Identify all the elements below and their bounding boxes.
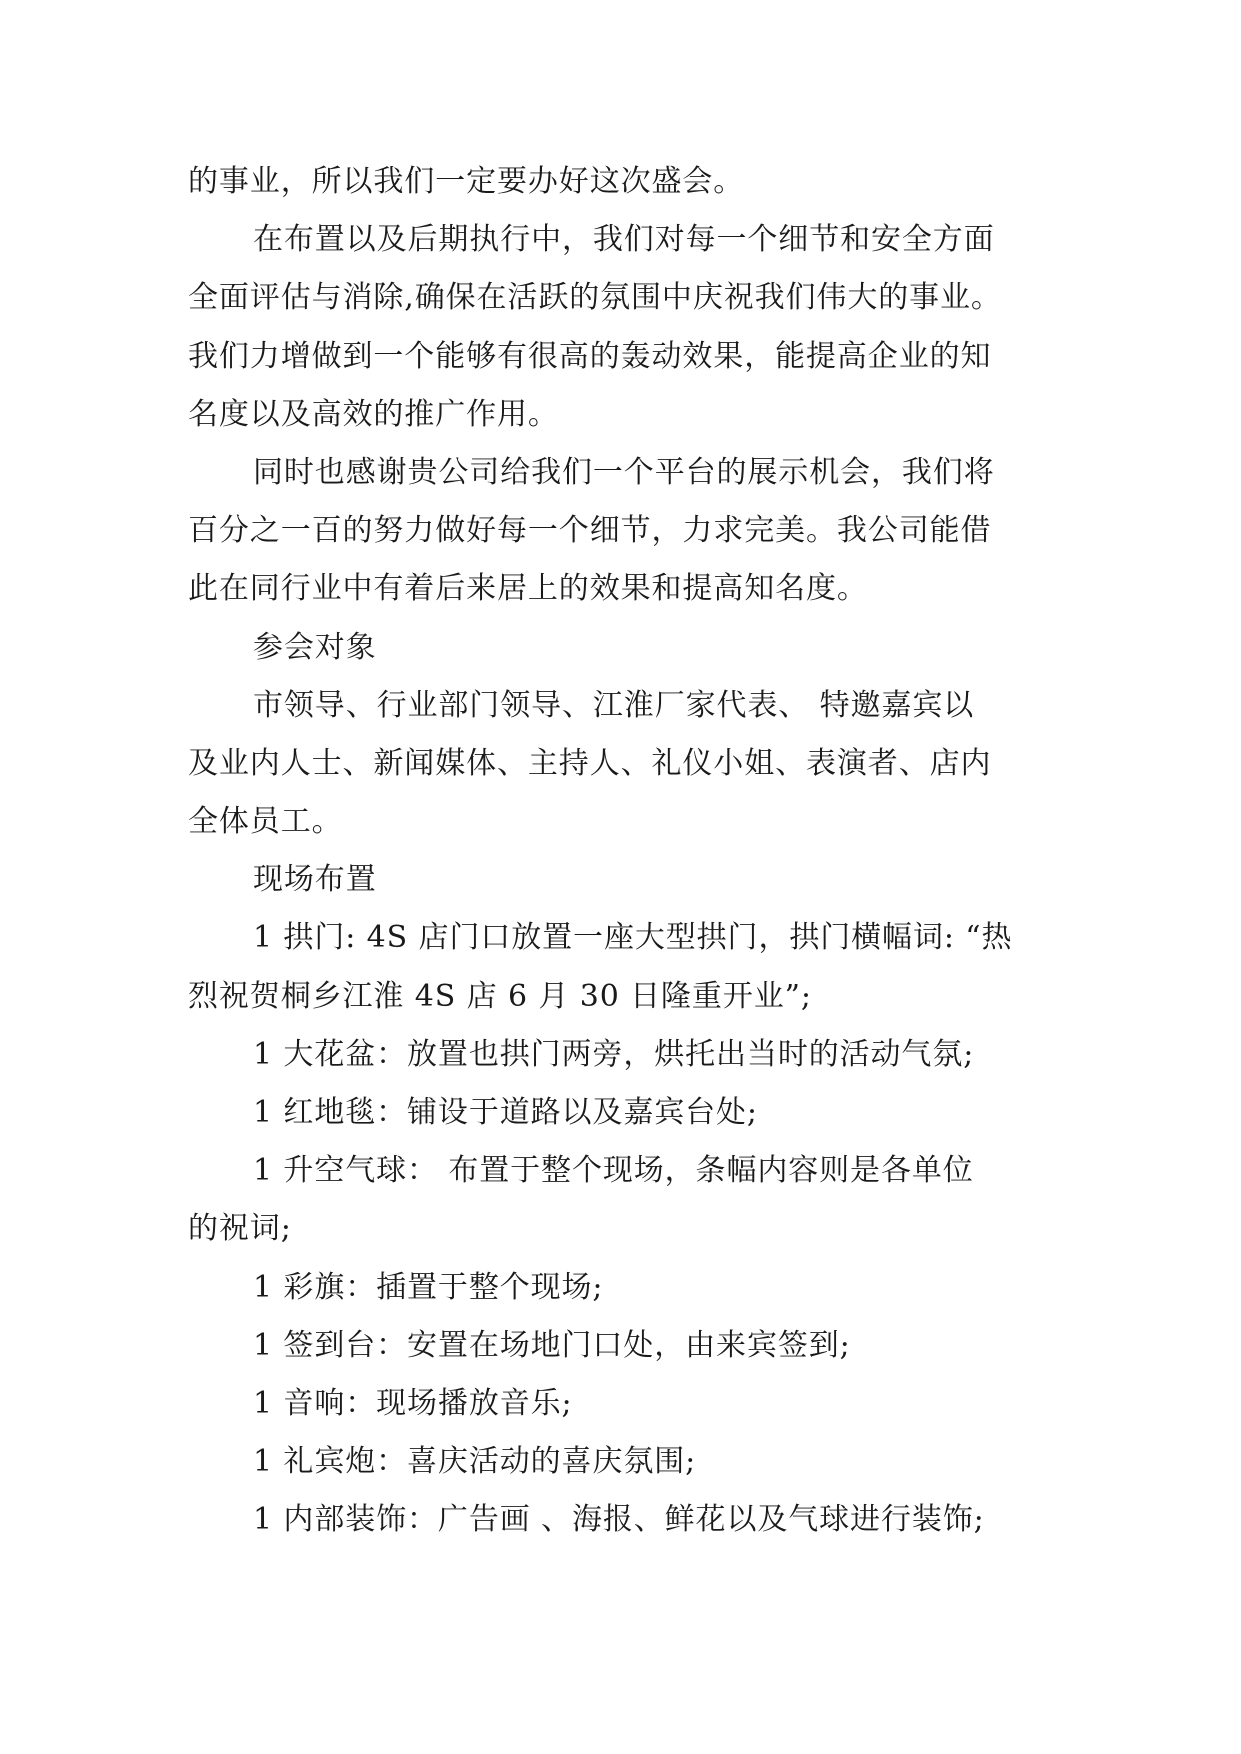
- list-item: 1 拱门: 4S 店门口放置一座大型拱门，拱门横幅词: “热: [253, 920, 1013, 956]
- list-item: 1 红地毯：铺设于道路以及嘉宾台处;: [253, 1095, 758, 1130]
- section-heading: 现场布置: [253, 862, 377, 898]
- text-line: 市领导、行业部门领导、江淮厂家代表、 特邀嘉宾以: [253, 687, 975, 723]
- text-line: 同时也感谢贵公司给我们一个平台的展示机会，我们将: [253, 454, 995, 490]
- list-item: 1 礼宾炮：喜庆活动的喜庆氛围;: [253, 1444, 697, 1480]
- document-body: [188, 153, 1088, 1550]
- text-line: 全面评估与消除,确保在活跃的氛围中庆祝我们伟大的事业。: [188, 280, 1002, 316]
- text-line: 我们力增做到一个能够有很高的轰动效果，能提高企业的知: [188, 338, 992, 374]
- text-line: 的事业，所以我们一定要办好这次盛会。: [188, 164, 745, 199]
- section-heading: 参会对象: [253, 629, 377, 665]
- list-item: 1 内部装饰：广告画 、海报、鲜花以及气球进行装饰;: [253, 1502, 985, 1538]
- list-item: 1 签到台：安置在场地门口处，由来宾签到;: [253, 1327, 851, 1363]
- list-item: 1 音响：现场播放音乐;: [253, 1385, 573, 1421]
- list-item: 1 彩旗：插置于整个现场;: [253, 1269, 604, 1305]
- text-line: 名度以及高效的推广作用。: [188, 396, 559, 432]
- list-item: 1 升空气球： 布置于整个现场，条幅内容则是各单位: [253, 1153, 974, 1189]
- text-line: 百分之一百的努力做好每一个细节，力求完美。我公司能借: [188, 513, 992, 549]
- list-item: 1 大花盆：放置也拱门两旁，烘托出当时的活动气氛;: [253, 1036, 975, 1072]
- text-line: 的祝词;: [188, 1211, 292, 1247]
- text-line: 此在同行业中有着后来居上的效果和提高知名度。: [188, 571, 868, 607]
- text-line: 烈祝贺桐乡江淮 4S 店 6 月 30 日隆重开业”;: [188, 978, 812, 1014]
- text-line: 在布置以及后期执行中，我们对每一个细节和安全方面: [253, 222, 995, 258]
- text-line: 全体员工。: [188, 804, 343, 840]
- text-line: 及业内人士、新闻媒体、主持人、礼仪小姐、表演者、店内: [188, 745, 992, 781]
